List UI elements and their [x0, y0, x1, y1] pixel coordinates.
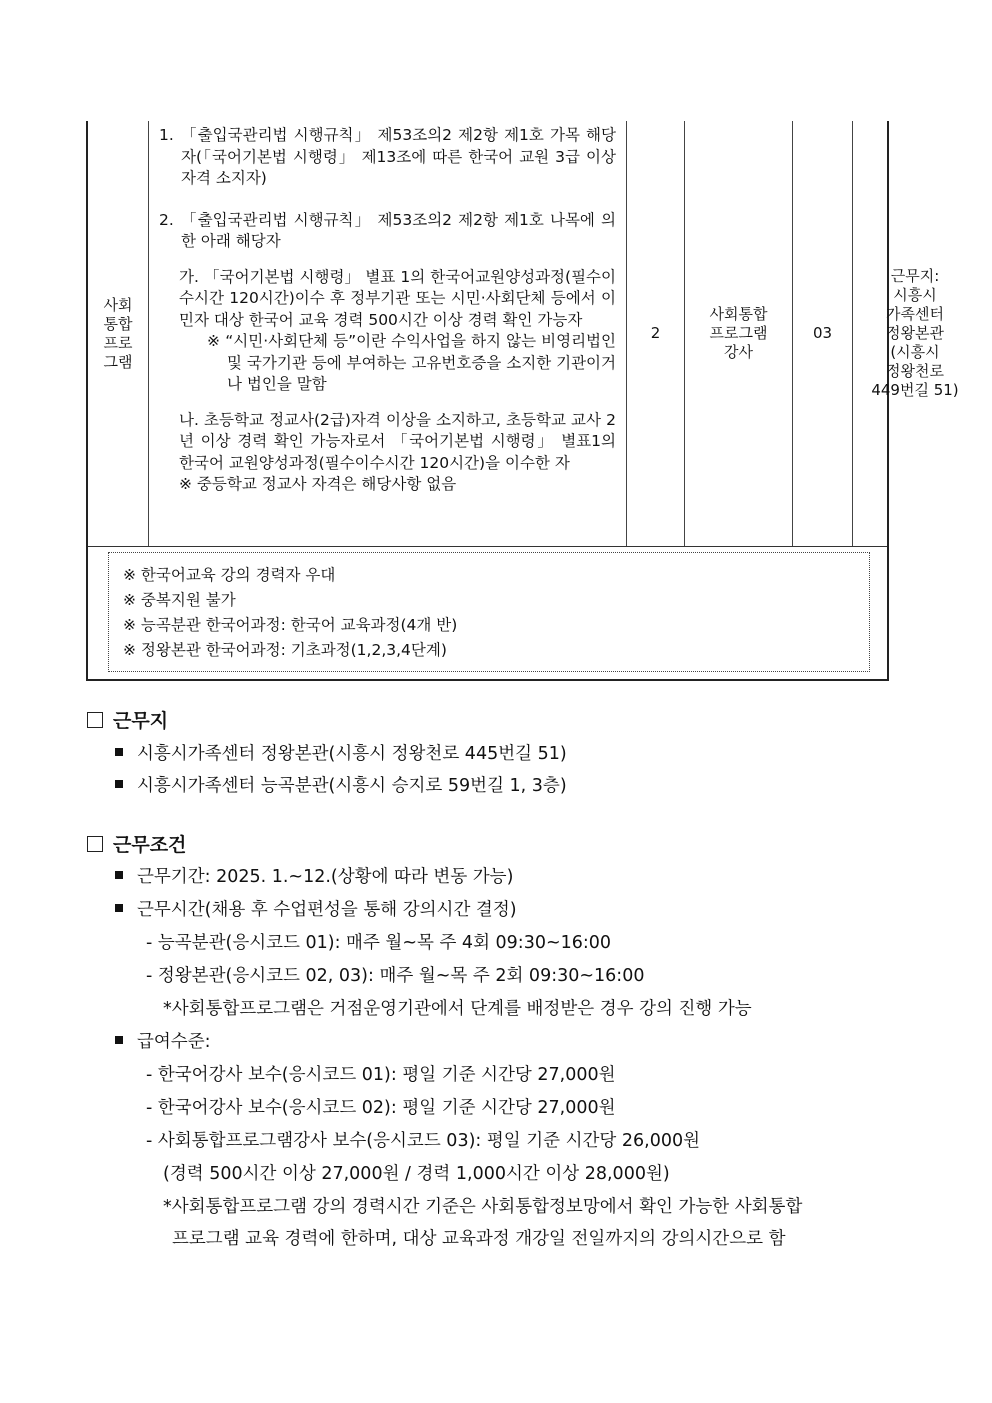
sub-note: *사회통합프로그램은 거점운영기관에서 단계를 배정받은 경우 강의 진행 가능: [163, 999, 752, 1019]
list-item: 급여수준:: [115, 1028, 211, 1053]
location-cell: 근무지: 시흥시 가족센터 정왕본관 (시흥시 정왕천로 449번길 51): [871, 267, 959, 399]
note-item: ※ 중복지원 불가: [123, 591, 236, 609]
requirement-sub-ga: 가. 「국어기본법 시행령」 별표 1의 한국어교원양성과정(필수이수시간 120시간)이수 후 정부기관 또는 시민·사회단체 등에서 이민자 대상 한국어 교육 경력 500시간 이상 경력 확인 가능자 ※ “시민·사회단체 등”이란 수익사업을 하지 않는 비영리법인 및 국가기관 등에 부여하는 고유번호증을 소지한 기관이거나 법인을 말함: [159, 267, 616, 396]
checkbox-square-icon: [87, 836, 103, 852]
sub-note: 프로그램 교육 경력에 한하며, 대상 교육과정 개강일 전일까지의 강의시간으로 함: [172, 1229, 786, 1249]
bullet-square-icon: [115, 871, 123, 879]
section-workplace: 근무지: [87, 706, 168, 733]
category-cell: [88, 121, 149, 546]
sub-note: *사회통합프로그램 강의 경력시간 기준은 사회통합정보망에서 확인 가능한 사회통합: [163, 1197, 803, 1217]
requirement-note-ga: ※ “시민·사회단체 등”이란 수익사업을 하지 않는 비영리법인 및 국가기관 등에 부여하는 고유번호증을 소지한 기관이거나 법인을 말함: [207, 332, 616, 393]
bullet-square-icon: [115, 1036, 123, 1044]
bullet-square-icon: [115, 748, 123, 756]
requirement-note-na: ※ 중등학교 정교사 자격은 해당사항 없음: [179, 475, 457, 493]
list-item: 시흥시가족센터 능곡분관(시흥시 승지로 59번길 1, 3층): [115, 772, 567, 797]
sub-item: - 능곡분관(응시코드 01): 매주 월~목 주 4회 09:30~16:00: [146, 933, 612, 953]
notes-box: [108, 552, 870, 672]
sub-item: - 한국어강사 보수(응시코드 02): 평일 기준 시간당 27,000원: [146, 1098, 616, 1118]
requirement-item-2: 2. 「출입국관리법 시행규칙」 제53조의2 제2항 제1호 나목에 의한 아래 해당자: [159, 210, 616, 250]
eligibility-table: [86, 121, 959, 681]
section-conditions: 근무조건: [87, 830, 186, 857]
list-item: 시흥시가족센터 정왕본관(시흥시 정왕천로 445번길 51): [115, 740, 567, 765]
requirements-cell: [149, 121, 627, 546]
bullet-square-icon: [115, 904, 123, 912]
list-item: 근무기간: 2025. 1.~12.(상황에 따라 변동 가능): [115, 863, 513, 888]
note-item: ※ 정왕본관 한국어과정: 기초과정(1,2,3,4단계): [123, 641, 447, 659]
requirement-sub-na: 나. 초등학교 정교사(2급)자격 이상을 소지하고, 초등학교 교사 2년 이상 경력 확인 가능자로서 「국어기본법 시행령」 별표1의 한국어 교원양성과정(필수이수시간 120시간)을 이수한 자 ※ 중등학교 정교사 자격은 해당사항 없음: [159, 410, 616, 496]
code-cell: 03: [793, 121, 853, 546]
sub-item: - 한국어강사 보수(응시코드 01): 평일 기준 시간당 27,000원: [146, 1065, 616, 1085]
sub-item: - 사회통합프로그램강사 보수(응시코드 03): 평일 기준 시간당 26,000원: [146, 1131, 701, 1151]
table-row: [88, 121, 959, 547]
list-item: 근무시간(채용 후 수업편성을 통해 강의시간 결정): [115, 896, 517, 921]
bullet-square-icon: [115, 780, 123, 788]
position-cell: 사회통합 프로그램 강사: [685, 121, 793, 546]
count-cell: 2: [627, 121, 685, 546]
note-item: ※ 한국어교육 강의 경력자 우대: [123, 566, 336, 584]
checkbox-square-icon: [87, 712, 103, 728]
sub-item: - 정왕본관(응시코드 02, 03): 매주 월~목 주 2회 09:30~16:00: [146, 966, 645, 986]
requirement-item-1: 1. 「출입국관리법 시행규칙」 제53조의2 제2항 제1호 가목 해당자(「국어기본법 시행령」 제13조에 따른 한국어 교원 3급 이상 자격 소지자): [159, 126, 616, 187]
note-item: ※ 능곡분관 한국어과정: 한국어 교육과정(4개 반): [123, 616, 458, 634]
sub-item: (경력 500시간 이상 27,000원 / 경력 1,000시간 이상 28,000원): [163, 1164, 670, 1184]
category-label: 사회 통합 프로 그램: [103, 295, 133, 371]
